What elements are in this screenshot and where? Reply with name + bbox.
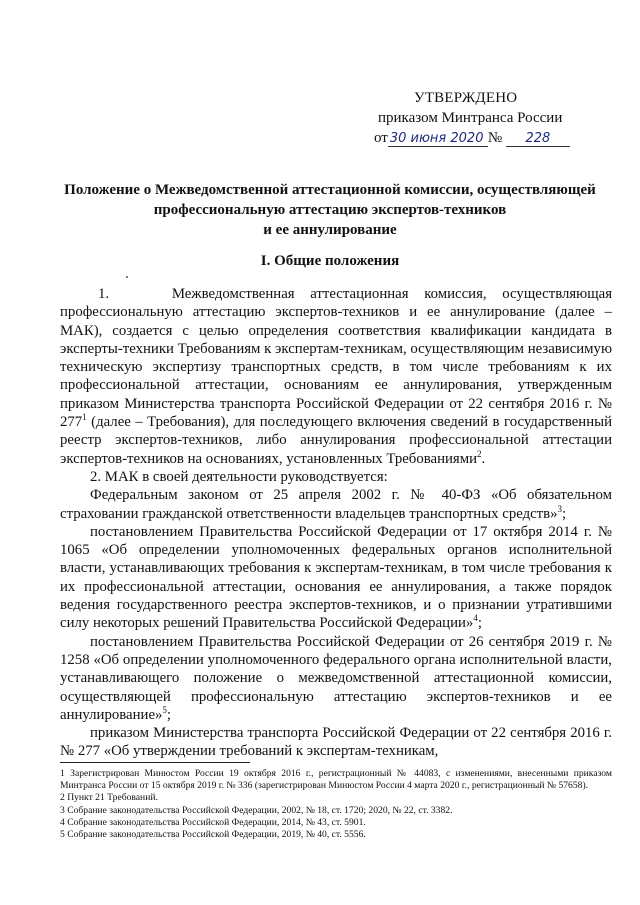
paragraph-3: Федеральным законом от 25 апреля 2002 г. № 40-ФЗ «Об обязательном страховании гражданской ответственности владельцев транспортных средств»$^3$; — [60, 487, 612, 522]
approval-order-line: приказом Минтранса России — [378, 110, 563, 126]
document-title — [60, 180, 600, 240]
paragraph-1: 1. Межведомственная аттестационная комиссия, осуществляющая профессиональную аттестацию экспертов-техников и ее аннулирование (далее – МАК), создается с целью определения соответствия квалификации кандидата в эксперты-техники Требованиям к экспертам-техникам, осуществляющим независимую техническую экспертизу транспортных средств, в том числе требованиям к их профессиональной аттестации, основаниям ее аннулирования, утвержденным приказом Министерства транспорта Российской Федерации от 22 сентября 2016 г. № 277$^1$ (далее – Требования), для последующего включения сведений в государственный реестр экспертов-техников, либо аннулирования профессиональной аттестации экспертов-техников на основаниях, установленных Требованиями$^2$. — [60, 286, 612, 467]
footnote-ref-4: 4 — [473, 613, 478, 624]
footnote-ref-3: 3 — [557, 503, 563, 514]
paragraph-4: постановлением Правительства Российской Федерации от 17 октября 2014 г. № 1065 «Об определении уполномоченных федеральных органов исполнительной власти, устанавливающих требования к экспертам-техникам, в том числе требования к их профессиональной аттестации, основания ее аннулирования, а также порядок ведения государственного реестра экспертов-техников, и о признании утратившими силу некоторых решений Правительства Российской Федерации»$^4$; — [60, 523, 612, 632]
approval-title: УТВЕРЖДЕНО — [414, 90, 518, 106]
footnote-2: 2 Пункт 21 Требований. — [60, 792, 158, 804]
footnote-5: 5 Собрание законодательства Российской Федерации, 2019, № 40, ст. 5556. — [60, 829, 366, 841]
handwritten-date: 30 июня 2020 — [388, 131, 488, 147]
paragraph-6: приказом Министерства транспорта Российской Федерации от 22 сентября 2016 г. № 277 «Об утверждении требований к экспертам-техникам, — [60, 725, 612, 760]
handwritten-number: 228 — [506, 131, 570, 147]
number-prefix: № — [487, 130, 503, 146]
paragraph-2: 2. МАК в своей деятельности руководствуется: — [90, 468, 388, 485]
approval-date-line — [374, 128, 594, 148]
scan-speck — [126, 276, 128, 278]
section-heading: I. Общие положения — [260, 253, 400, 269]
paragraph-5: постановлением Правительства Российской Федерации от 26 сентября 2019 г. № 1258 «Об определении уполномоченного федерального органа исполнительной власти, устанавливающего положение о межведомственной аттестационной комиссии, осуществляющей профессиональную аттестацию экспертов-техников и ее аннулирование»$^5$; — [60, 633, 612, 723]
footnote-ref-2: 2 — [477, 448, 482, 459]
footnote-divider — [60, 762, 250, 763]
footnote-ref-1: 1 — [82, 412, 87, 423]
footnote-1: 1 Зарегистрирован Минюстом России 19 октября 2016 г., регистрационный № 44083, с изменениями, внесенными приказом Минтранса России от 15 октября 2019 г. № 336 (зарегистрирован Минюстом России 4 марта 2020 г., регистрационный № 57658). — [60, 768, 612, 792]
title-line-3: и ее аннулирование — [263, 222, 397, 238]
date-prefix: от — [374, 130, 388, 146]
approval-stamp — [364, 88, 594, 148]
footnote-ref-5: 5 — [162, 704, 167, 715]
footnote-3: 3 Собрание законодательства Российской Федерации, 2002, № 18, ст. 1720; 2020, № 22, ст. 3382. — [60, 804, 453, 816]
title-line-2: профессиональную аттестацию экспертов-техников — [153, 202, 507, 218]
document-body — [60, 285, 612, 761]
footnote-4: 4 Собрание законодательства Российской Федерации, 2014, № 43, ст. 5901. — [60, 816, 366, 828]
footnotes — [60, 768, 612, 841]
title-line-1: Положение о Межведомственной аттестационной комиссии, осуществляющей — [64, 182, 596, 198]
